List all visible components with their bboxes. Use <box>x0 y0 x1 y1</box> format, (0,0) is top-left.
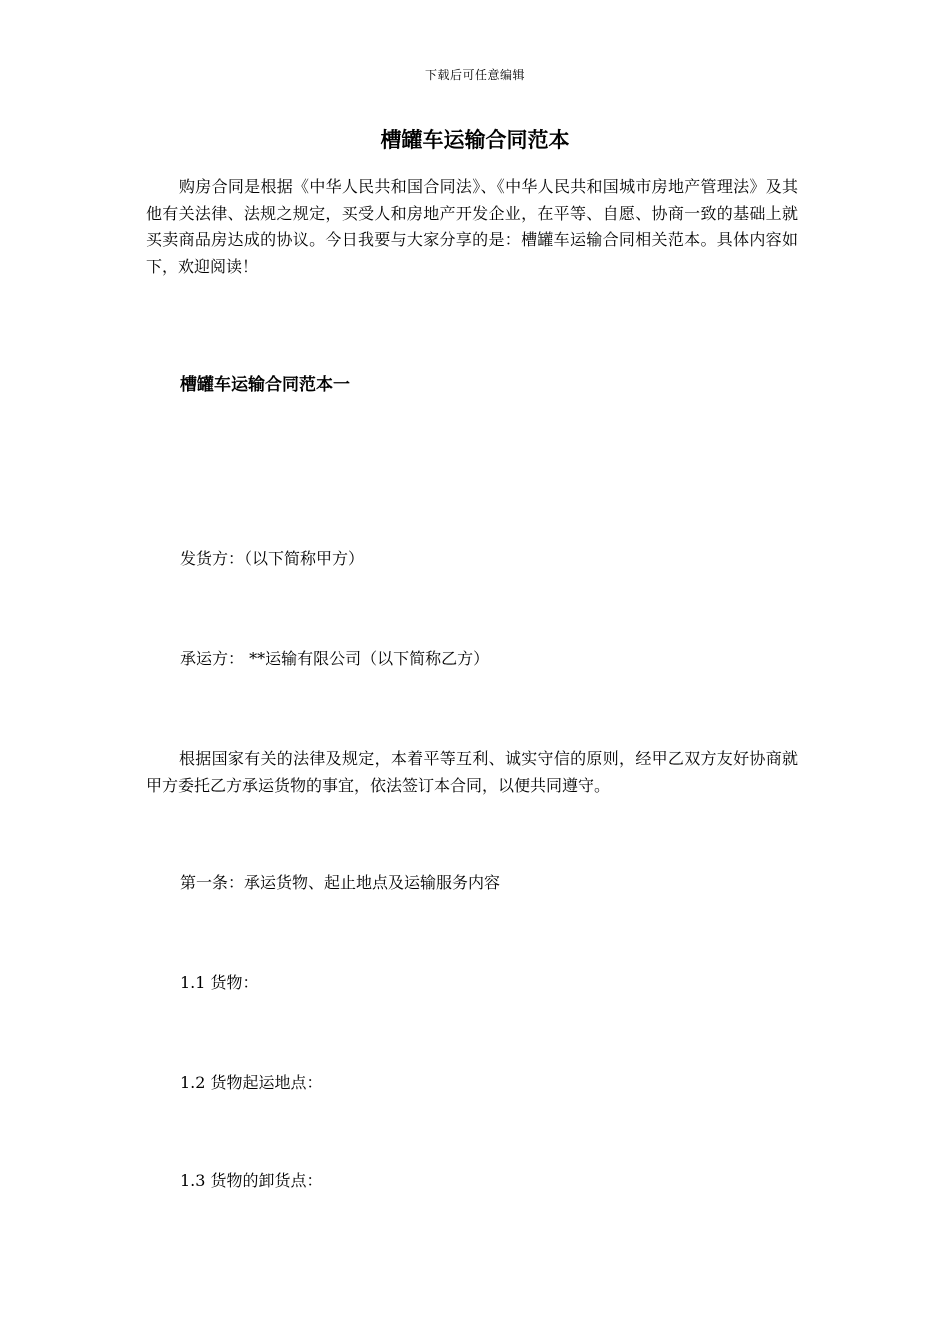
item-1-1: 1.1 货物： <box>180 973 259 992</box>
carrier-line: 承运方： **运输有限公司（以下简称乙方） <box>180 649 490 668</box>
item-1-2: 1.2 货物起运地点： <box>180 1073 323 1092</box>
document-title: 槽罐车运输合同范本 <box>380 128 570 152</box>
header-note: 下载后可任意编辑 <box>424 68 525 82</box>
article-1-heading: 第一条：承运货物、起止地点及运输服务内容 <box>180 873 501 892</box>
preamble-paragraph: 根据国家有关的法律及规定，本着平等互利、诚实守信的原则，经甲乙双方友好协商就甲方委托乙方承运货物的事宜，依法签订本合同，以便共同遵守。 <box>146 749 798 795</box>
item-1-3: 1.3 货物的卸货点： <box>180 1171 323 1190</box>
shipper-line: 发货方：（以下简称甲方） <box>180 549 365 568</box>
intro-paragraph: 购房合同是根据《中华人民共和国合同法》、《中华人民共和国城市房地产管理法》及其他有关法律、法规之规定，买受人和房地产开发企业，在平等、自愿、协商一致的基础上就买卖商品房达成的协议。今日我要与大家分享的是：槽罐车运输合同相关范本。具体内容如下，欢迎阅读！ <box>146 177 798 276</box>
section-title: 槽罐车运输合同范本一 <box>180 375 350 395</box>
